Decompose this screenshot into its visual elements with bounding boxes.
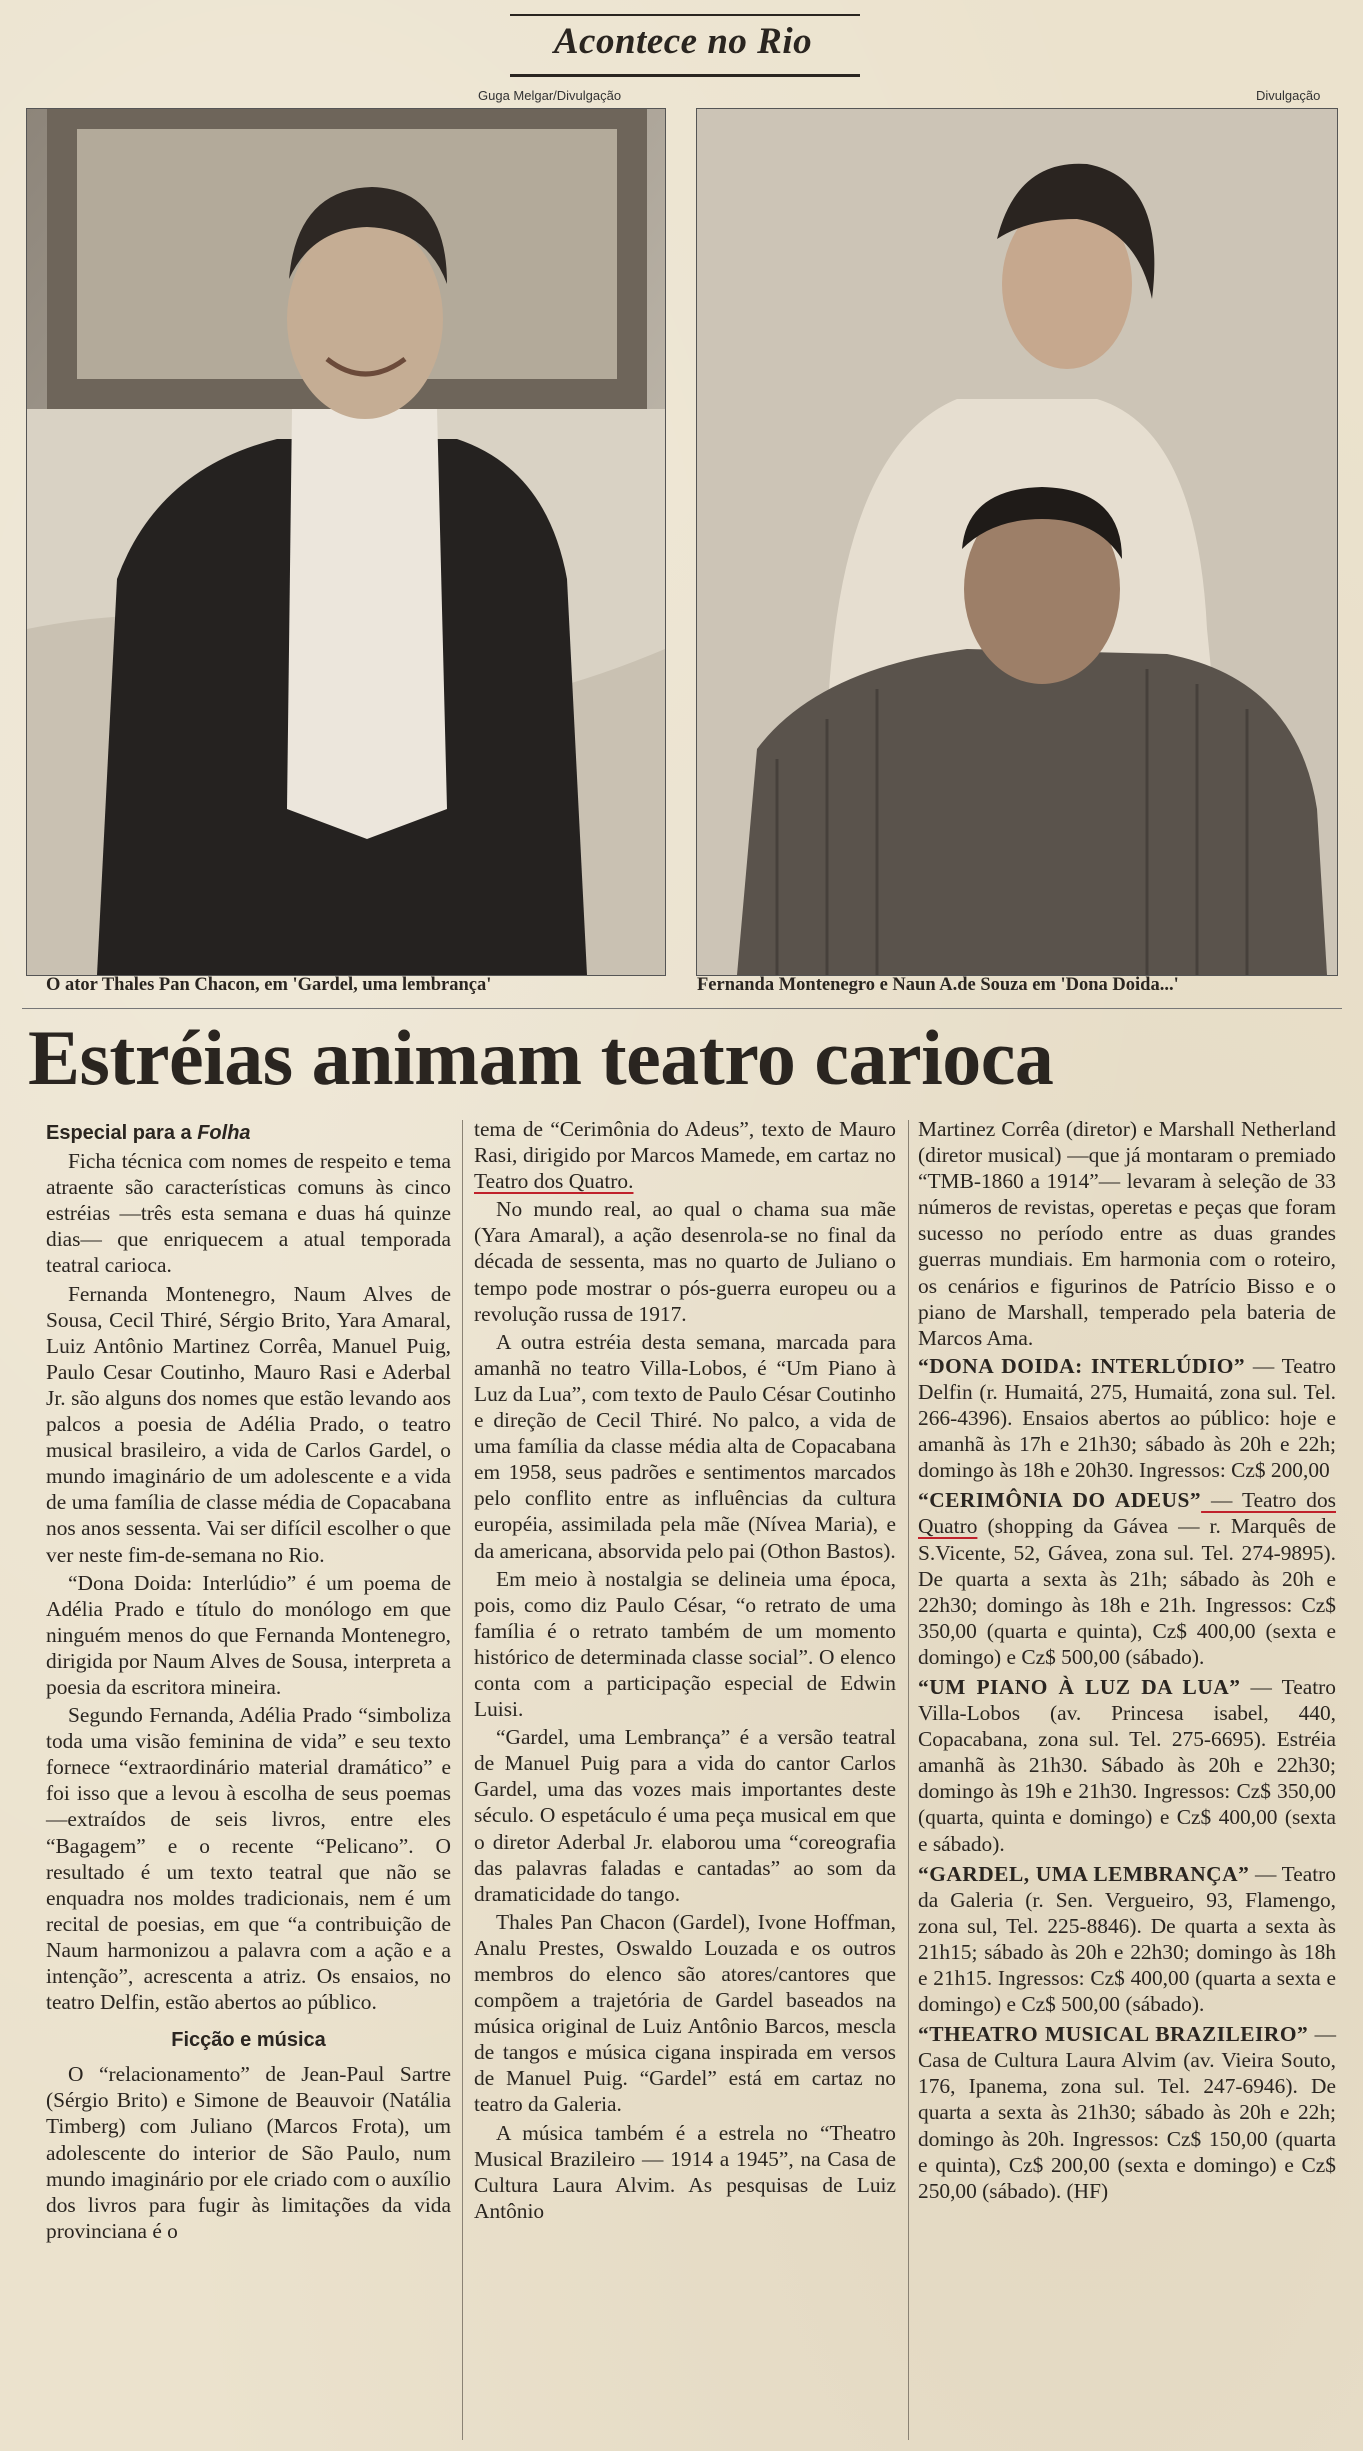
listing-text: — Teatro da Galeria (r. Sen. Vergueiro, 93, Flamengo, zona sul, Tel. 225-8846). De quarta a sexta às 21h15; sábado às 20h e 22h30; domingo às 18h e 21h15. Ingressos: Cz$ 400,00 (quarta a sexta e domingo) e Cz$ 500,00 (sábado).: [918, 1861, 1336, 2017]
listing-text: (shopping da Gávea — r. Marquês de S.Vicente, 52, Gávea, zona sul. Tel. 274-9895). De quarta a sexta às 21h; sábado às 20h e 22h30; domingo às 18h e 21h. Ingressos: Cz$ 350,00 (quarta e quinta), Cz$ 400,00 (sexta e domingo) e Cz$ 500,00 (sábado).: [918, 1514, 1336, 1669]
article-column-2: [474, 1116, 896, 2226]
paragraph: Thales Pan Chacon (Gardel), Ivone Hoffman, Analu Prestes, Oswaldo Louzada e os outros membros do elenco são atores/cantores que compõem a trajetória de Gardel baseados na música original de Luiz Antônio Barcos, mescla de tangos e música cigana inspirada em versos de Manuel Puig. “Gardel” está em cartaz no teatro da Galeria.: [474, 1909, 896, 2117]
paragraph: Segundo Fernanda, Adélia Prado “simboliza toda uma visão feminina de vida” e seu texto fornece “extraordinário material dramático” e foi isso que a levou à escolha de seus poemas —extraídos de seis livros, entre eles “Bagagem” e o recente “Pelicano”. O resultado é um texto teatral que não se enquadra nos moldes tradicionais, nem é um recital de poesias, em que “a contribuição de Naum harmonizou a palavra com a ação e a intenção”, acrescenta a atriz. Os ensaios, no teatro Delfin, estão abertos ao público.: [46, 1703, 451, 2015]
actor-portrait-image: [27, 109, 665, 975]
paragraph: Em meio à nostalgia se delineia uma época, pois, como diz Paulo César, “o retrato de uma família é o retrato também de um momento histórico de determinada classe social”. O elenco conta com a participação especial de Edwin Luisi.: [474, 1566, 896, 1722]
paragraph: [474, 1116, 896, 1194]
paragraph: Fernanda Montenegro, Naum Alves de Sousa, Cecil Thiré, Sérgio Brito, Yara Amaral, Luiz Antônio Martinez Corrêa, Manuel Puig, Paulo Cesar Coutinho, Mauro Rasi e Aderbal Jr. são alguns dos nomes que estão levando aos palcos a poesia de Adélia Prado, o teatro musical brasileiro, a vida de Carlos Gardel, o mundo imaginário de um adolescente e a vida de uma família de classe média de Copacabana nos anos sessenta. Vai ser difícil escolher o que ver neste fim-de-semana no Rio.: [46, 1281, 451, 1567]
photo-actor: [26, 108, 666, 976]
paragraph: Martinez Corrêa (diretor) e Marshall Netherland (diretor musical) —que já montaram o premiado “TMB-1860 a 1914”— levaram à seleção de 33 números de revistas, operetas e peças que foram sucesso no período entre as duas grandes guerras mundiais. Em harmonia com o roteiro, os cenários e figurinos de Patrício Bisso e o piano de Marshall, temperado pela bateria de Marcos Ama.: [918, 1117, 1336, 1350]
byline-newspaper: Folha: [197, 1122, 251, 1144]
listing-text: — Teatro Villa-Lobos (av. Princesa isabel, 440, Copacabana, zona sul. Tel. 275-6695). Estréia amanhã às 21h30. Sábado às 20h e 22h30; domingo às 19h e 21h30. Ingressos: Cz$ 350,00 (quarta, quinta e domingo) e Cz$ 400,00 (sexta e sábado).: [918, 1674, 1336, 1856]
article-headline: Estréias animam teatro carioca: [28, 1014, 1054, 1101]
listing-title: “DONA DOIDA: INTERLÚDIO”: [918, 1353, 1246, 1378]
photo-caption-right: Fernanda Montenegro e Naun A.de Souza em 'Dona Doida...': [697, 975, 1179, 995]
listing-title: “GARDEL, UMA LEMBRANÇA”: [918, 1861, 1250, 1886]
paragraph: A outra estréia desta semana, marcada para amanhã no teatro Villa-Lobos, é “Um Piano à Luz da Lua”, com texto de Paulo César Coutinho e direção de Cecil Thiré. No palco, a vida de uma família da classe média alta de Copacabana em 1958, seus padrões e sentimentos marcados pelo conflito entre as influências da cultura européia, assimilada pela mãe (Nívea Maria), e da americana, absorvida pelo pai (Othon Bastos).: [474, 1329, 896, 1563]
article-column-3: [918, 1116, 1336, 2208]
section-rule-bottom: [510, 74, 860, 77]
photo-credit-left: Guga Melgar/Divulgação: [478, 88, 622, 103]
column-divider-2: [908, 1120, 909, 2440]
underlined-venue: Teatro dos Quatro.: [474, 1169, 634, 1194]
paragraph-text: tema de “Cerimônia do Adeus”, texto de Mauro Rasi, dirigido por Marcos Mamede, em cartaz no: [474, 1117, 896, 1168]
paragraph: A música também é a estrela no “Theatro Musical Brazileiro — 1914 a 1945”, na Casa de Cultura Laura Alvim. As pesquisas de Luiz Antônio: [474, 2120, 896, 2223]
listing-title: “CERIMÔNIA DO ADEUS”: [918, 1488, 1202, 1513]
actress-and-actor-image: [697, 109, 1337, 975]
paragraph: No mundo real, ao qual o chama sua mãe (Yara Amaral), a ação desenrola-se no final da década de sessenta, mas no quarto de Juliano o tempo pode mostrar o pós-guerra europeu ou a revolução russa de 1917.: [474, 1197, 896, 1326]
paragraph: O “relacionamento” de Jean-Paul Sartre (Sérgio Brito) e Simone de Beauvoir (Natália Timberg) com Juliano (Marcos Frota), um adolescente do interior de São Paulo, num mundo imaginário por ele criado com o auxílio dos livros para fugir às limitações da vida provinciana é o: [46, 2062, 451, 2243]
byline-prefix: Especial para a: [46, 1122, 198, 1144]
photo-caption-left: O ator Thales Pan Chacon, em 'Gardel, uma lembrança': [46, 975, 492, 995]
listing-theatro-musical: [918, 2021, 1336, 2204]
article-column-1: [46, 1120, 451, 2246]
paragraph: “Gardel, uma Lembrança” é a versão teatral de Manuel Puig para a vida do cantor Carlos Gardel, uma das vozes mais importantes deste século. O espetáculo é uma peça musical em que o diretor Aderbal Jr. elaborou uma “coreografia das palavras faladas e cantadas” ao som da dramaticidade do tango.: [474, 1725, 896, 1906]
listing-text: — Casa de Cultura Laura Alvim (av. Vieira Souto, 176, Ipanema, zona sul. Tel. 247-6946). De quarta a sexta às 21h30; sábado às 20h e 22h; domingo às 20h. Ingressos: Cz$ 150,00 (quarta e quinta), Cz$ 200,00 (sexta e domingo) e Cz$ 250,00 (sábado). (HF): [918, 2022, 1336, 2203]
listing-venue-underlined: — Teatro dos Quatro: [918, 1488, 1336, 1539]
byline: [46, 1120, 451, 1146]
listing-gardel: [918, 1861, 1336, 2018]
subheading: Ficção e música: [171, 2029, 326, 2052]
listing-text: — Teatro Delfin (r. Humaitá, 275, Humaitá, zona sul. Tel. 266-4396). Ensaios abertos ao público: hoje e amanhã às 17h e 21h30; sábado às 20h e 22h; domingo às 18h e 20h30. Ingressos: Cz$ 200,00: [918, 1353, 1336, 1483]
listing-title: “UM PIANO À LUZ DA LUA”: [918, 1674, 1241, 1699]
photo-actress: [696, 108, 1338, 976]
paragraph: “Dona Doida: Interlúdio” é um poema de Adélia Prado e título do monólogo em que ninguém menos do que Fernanda Montenegro, dirigida por Naum Alves de Sousa, interpreta a poesia da escritora mineira.: [46, 1570, 451, 1699]
column-divider-1: [462, 1120, 463, 2440]
listing-dona-doida: [918, 1353, 1336, 1483]
photo-credit-right: Divulgação: [1256, 88, 1321, 103]
headline-rule: [22, 1008, 1342, 1009]
listing-title: “THEATRO MUSICAL BRAZILEIRO”: [918, 2022, 1309, 2047]
section-title: Acontece no Rio: [553, 21, 813, 62]
listing-piano: [918, 1674, 1336, 1857]
section-rule-top: [510, 14, 860, 16]
listing-cerimonia: [918, 1487, 1336, 1670]
paragraph: Ficha técnica com nomes de respeito e tema atraente são características comuns às cinco estréias —três esta semana e duas há quinze dias— que enriquecem a atual temporada teatral carioca.: [46, 1149, 451, 1278]
